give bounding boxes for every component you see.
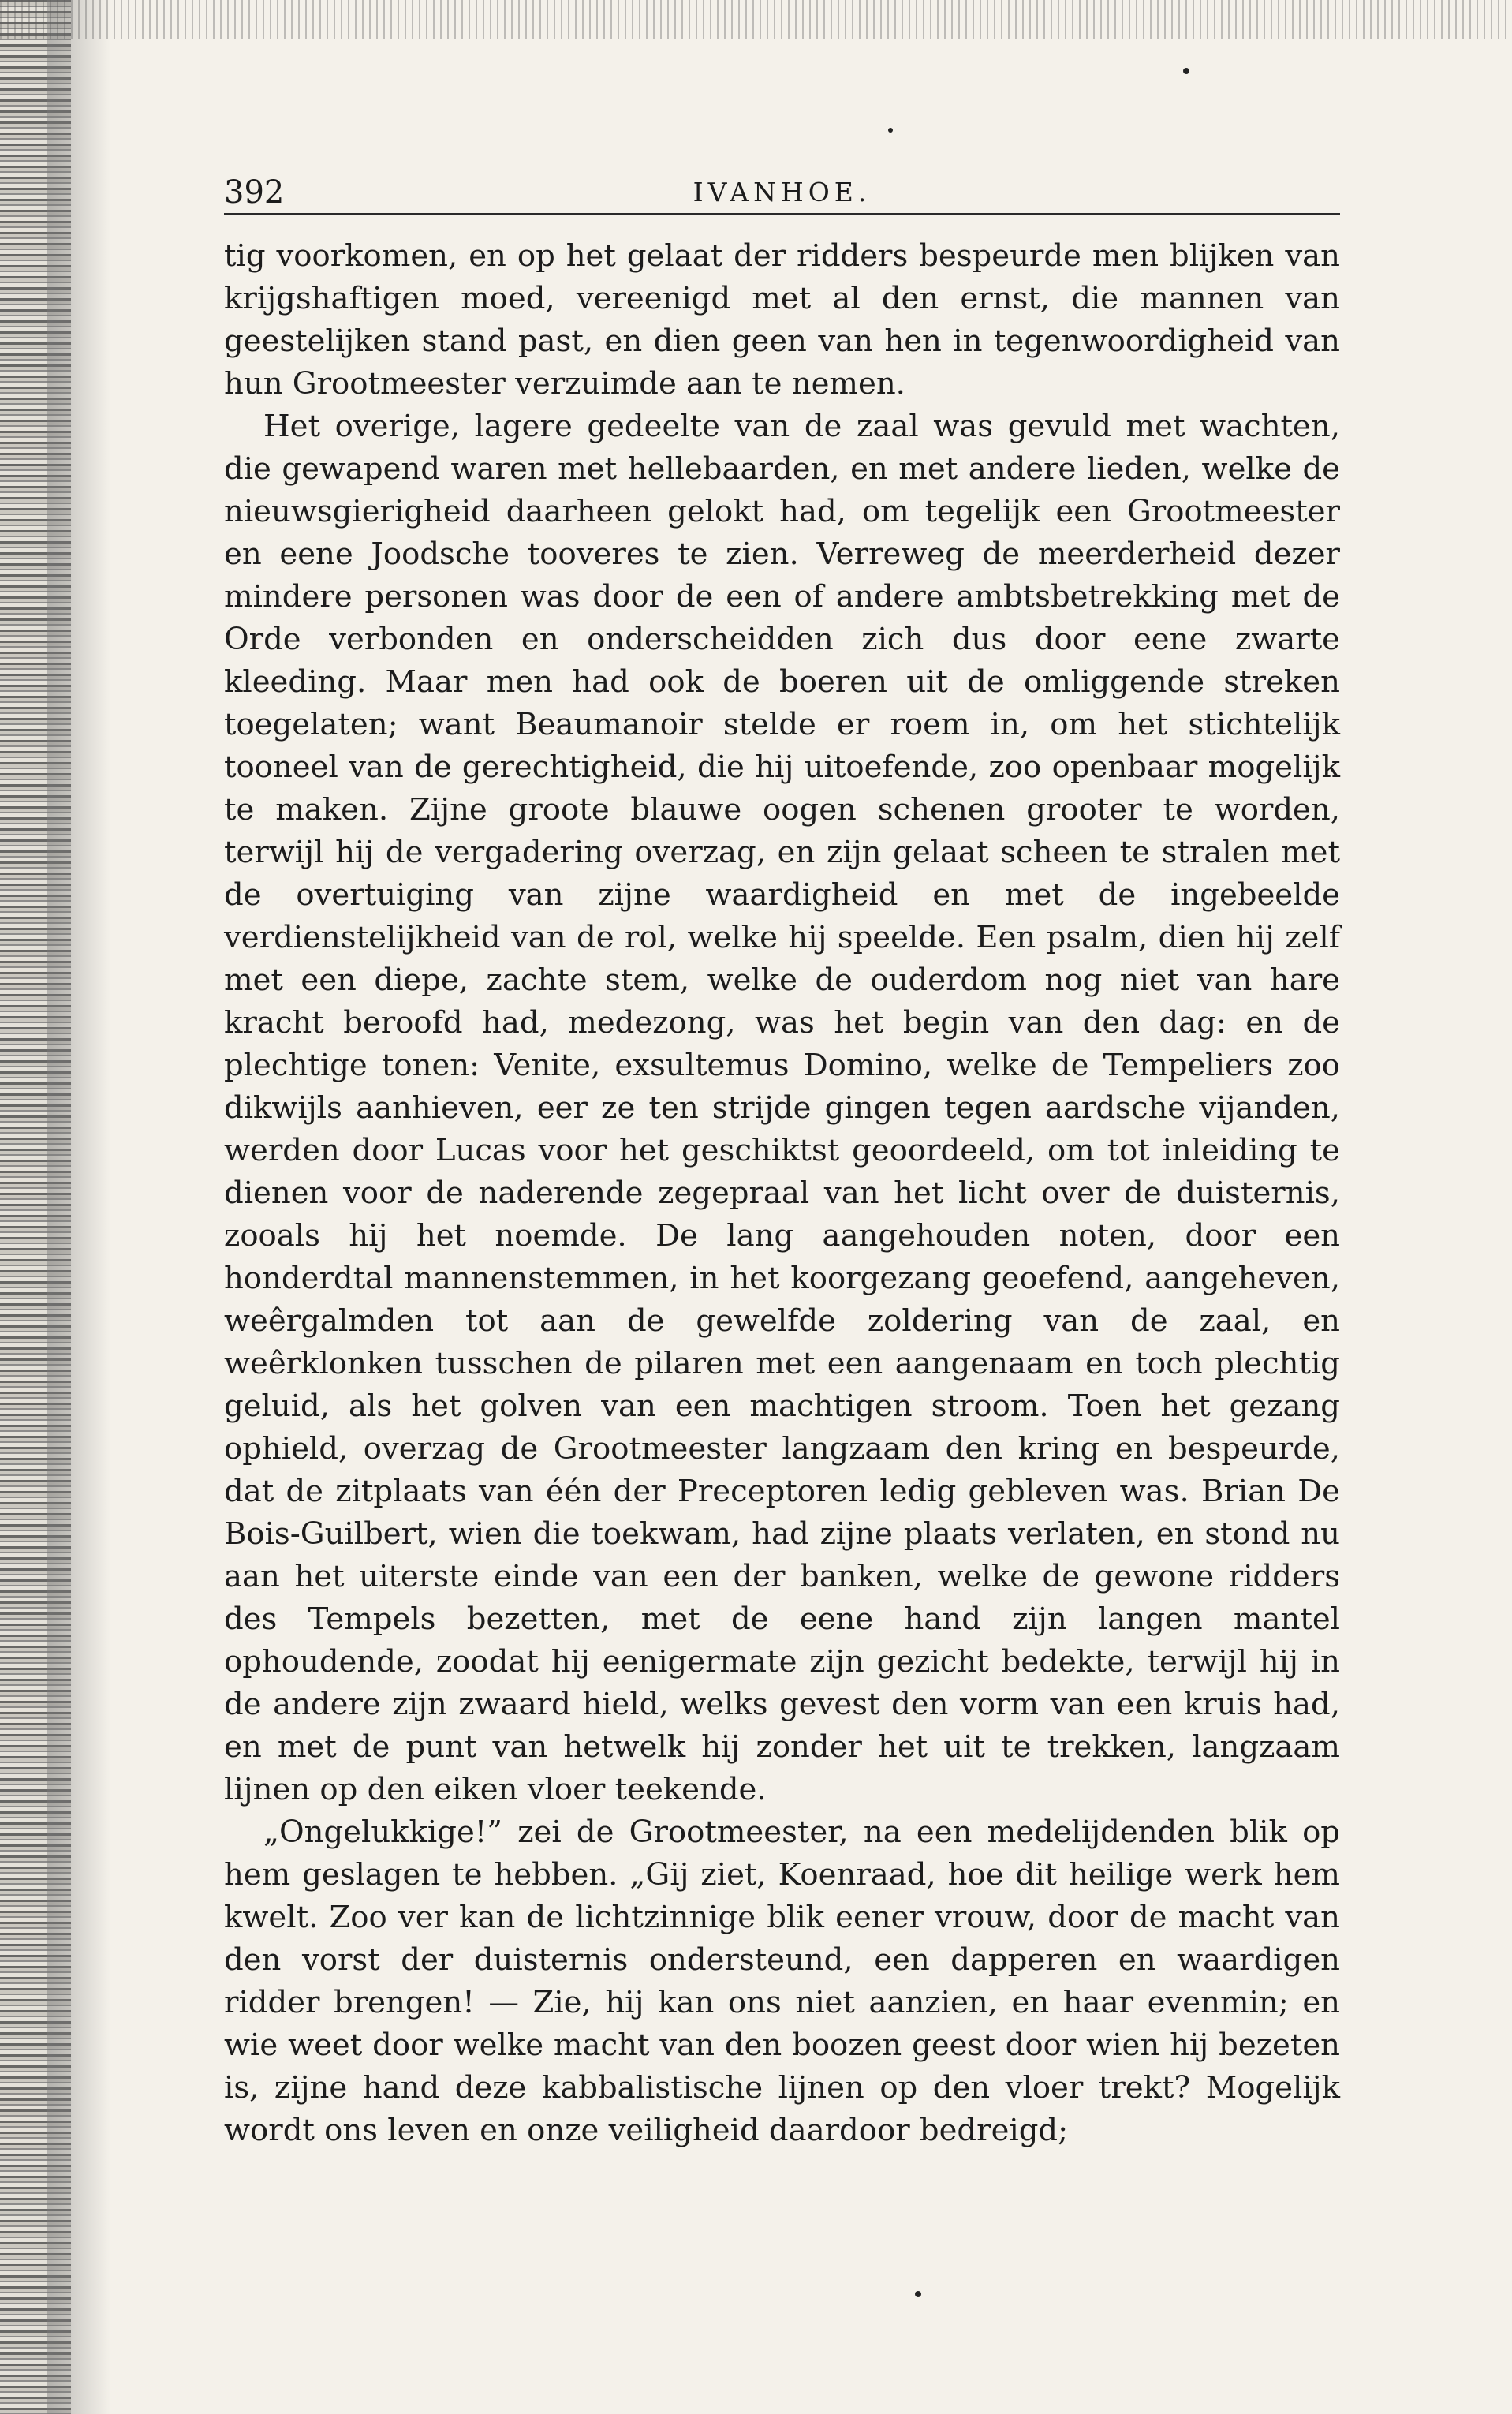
book-page — [224, 172, 1340, 2152]
ink-speck — [1183, 68, 1189, 74]
paragraph: Het overige, lagere gedeelte van de zaal was gevuld met wachten, die gewapend waren met hellebaarden, en met andere lieden, welke de nieuwsgierigheid daarheen gelokt had, om tegelijk een Grootmeester en eene Joodsche tooveres te zien. Verreweg de meerderheid dezer mindere personen was door de een of andere ambtsbetrekking met de Orde verbonden en onderscheidden zich dus door eene zwarte kleeding. Maar men had ook de boeren uit de omliggende streken toegelaten; want Beaumanoir stelde er roem in, om het stichtelijk tooneel van de gerechtigheid, die hij uitoefende, zoo openbaar mogelijk te maken. Zijne groote blauwe oogen schenen grooter te worden, terwijl hij de vergadering overzag, en zijn gelaat scheen te stralen met de overtuiging van zijne waardigheid en met de ingebeelde verdienstelijkheid van de rol, welke hij speelde. Een psalm, dien hij zelf met een diepe, zachte stem, welke de ouderdom nog niet van hare kracht beroofd had, medezong, was het begin van den dag: en de plechtige tonen: Venite, exsultemus Domino, welke de Tempeliers zoo dikwijls aanhieven, eer ze ten strijde gingen tegen aardsche vijanden, werden door Lucas voor het geschiktst geoordeeld, om tot inleiding te dienen voor de naderende zegepraal van het licht over de duisternis, zooals hij het noemde. De lang aangehouden noten, door een honderdtal mannenstemmen, in het koorgezang geoefend, aangeheven, weêrgalmden tot aan de gewelfde zoldering van de zaal, en weêrklonken tusschen de pilaren met een aangenaam en toch plechtig geluid, als het golven van een machtigen stroom. Toen het gezang ophield, overzag de Grootmeester langzaam den kring en bespeurde, dat de zitplaats van één der Preceptoren ledig gebleven was. Brian De Bois-Guilbert, wien die toekwam, had zijne plaats verlaten, en stond nu aan het uiterste einde van een der banken, welke de gewone ridders des Tempels bezetten, met de eene hand zijn langen mantel ophoudende, zoodat hij eenigermate zijn gezicht bedekte, terwijl hij in de andere zijn zwaard hield, welks gevest den vorm van een kruis had, en met de punt van hetwelk hij zonder het uit te trekken, langzaam lijnen op den eiken vloer teekende. — [224, 409, 1340, 1807]
running-title: IVANHOE. — [693, 177, 872, 207]
page-edge-shadow — [47, 0, 110, 2414]
scan-noise-top — [0, 0, 1512, 39]
page-number: 392 — [224, 174, 285, 211]
body-text — [224, 235, 1340, 2152]
page-header — [224, 172, 1340, 215]
paragraph-continuation: tig voorkomen, en op het gelaat der ridders bespeurde men blijken van krijgshaftigen moed, vereenigd met al den ernst, die mannen van geestelijken stand past, en dien geen van hen in tegenwoordigheid van hun Grootmeester verzuimde aan te nemen. — [224, 238, 1340, 402]
ink-speck — [888, 128, 893, 133]
paragraph: „Ongelukkige!” zei de Grootmeester, na een medelijdenden blik op hem geslagen te hebben. „Gij ziet, Koenraad, hoe dit heilige werk hem kwelt. Zoo ver kan de lichtzinnige blik eener vrouw, door de macht van den vorst der duisternis ondersteund, een dapperen en waardigen ridder brengen! — Zie, hij kan ons niet aanzien, en haar evenmin; en wie weet door welke macht van den boozen geest door wien hij bezeten is, zijne hand deze kabbalistische lijnen op den vloer trekt? Mogelijk wordt ons leven en onze veiligheid daardoor bedreigd; — [224, 1814, 1340, 2148]
ink-speck — [915, 2291, 921, 2297]
